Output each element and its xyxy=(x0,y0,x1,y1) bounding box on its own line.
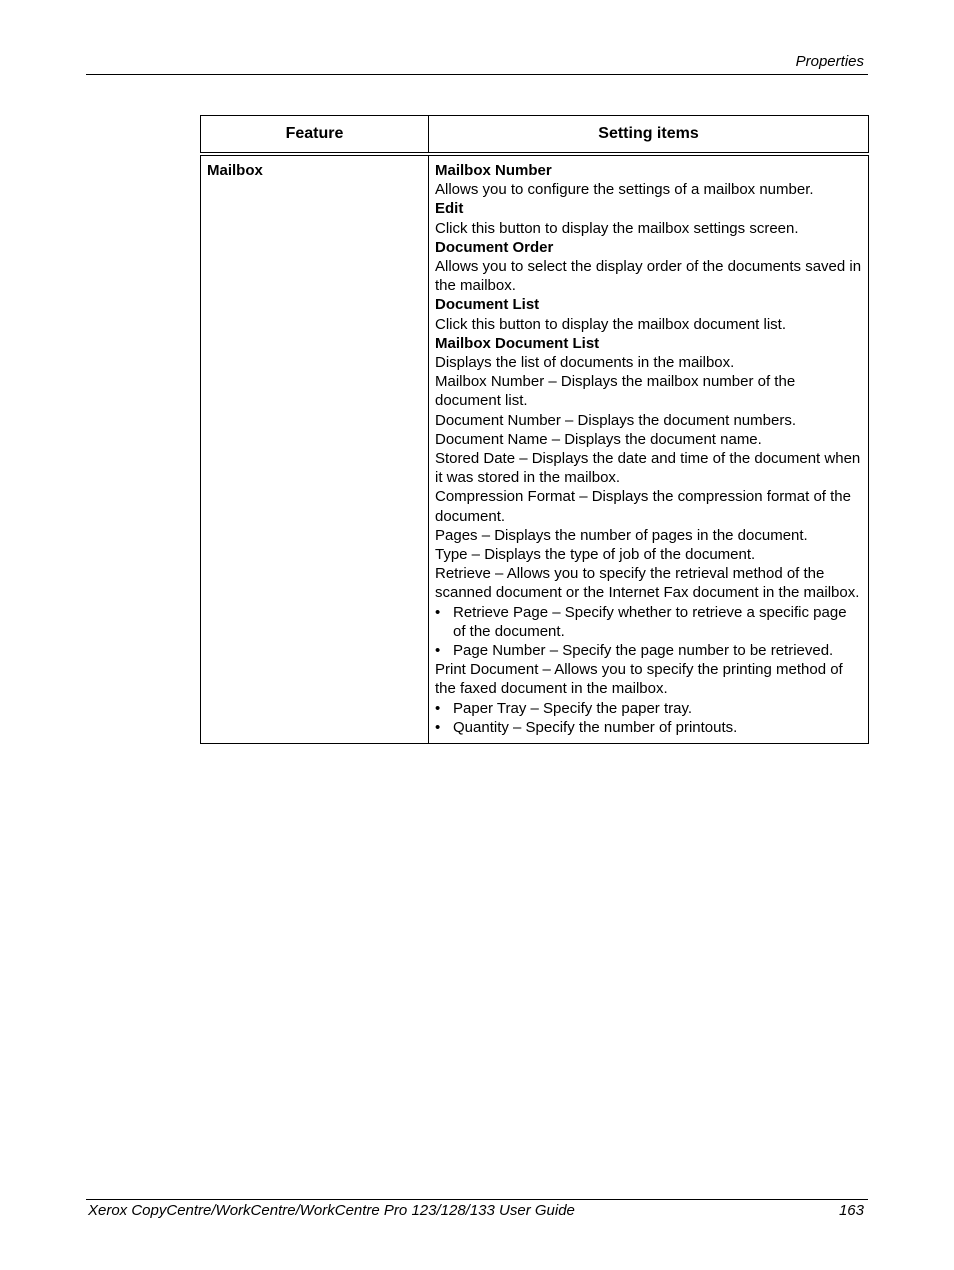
feature-name: Mailbox xyxy=(207,162,263,179)
setting-item-description: Print Document – Allows you to specify the printing method of the faxed document in the mailbox. xyxy=(435,661,843,698)
setting-item-heading: Mailbox Document List xyxy=(435,334,600,352)
setting-item-description: Compression Format – Displays the compression format of the document. xyxy=(435,488,851,525)
setting-item-description: Retrieve – Allows you to specify the retrieval method of the scanned document or the Internet Fax document in the mailbox. xyxy=(435,565,860,602)
column-header-setting-items: Setting items xyxy=(429,116,869,155)
setting-item-heading: Mailbox Number xyxy=(435,162,552,179)
setting-item-description: Allows you to configure the settings of a mailbox number. xyxy=(435,181,814,199)
setting-item-bullet: • Paper Tray – Specify the paper tray. xyxy=(435,699,862,718)
setting-item-description: Document Name – Displays the document name. xyxy=(435,430,762,448)
setting-items-cell xyxy=(429,154,869,744)
setting-item-description: Stored Date – Displays the date and time of the document when it was stored in the mailbox. xyxy=(435,450,861,487)
page-header xyxy=(86,52,868,75)
setting-item-description: Click this button to display the mailbox document list. xyxy=(435,315,786,333)
setting-item-bullet: • Quantity – Specify the number of printouts. xyxy=(435,718,862,737)
header-section-title: Properties xyxy=(795,53,864,70)
footer-guide-title: Xerox CopyCentre/WorkCentre/WorkCentre Pro 123/128/133 User Guide xyxy=(88,1202,575,1219)
setting-item-description: Document Number – Displays the document numbers. xyxy=(435,411,796,429)
setting-item-bullet: • Retrieve Page – Specify whether to retrieve a specific page of the document. xyxy=(435,603,862,641)
setting-item-description: Allows you to select the display order of the documents saved in the mailbox. xyxy=(435,258,862,295)
page-footer xyxy=(86,1199,868,1219)
setting-item-description: Displays the list of documents in the mailbox. xyxy=(435,354,735,372)
setting-item-heading: Document List xyxy=(435,296,540,314)
table-header-row xyxy=(201,116,869,155)
feature-settings-table xyxy=(200,115,869,744)
setting-item-description: Type – Displays the type of job of the document. xyxy=(435,546,756,564)
page-number: 163 xyxy=(838,1202,864,1219)
setting-item-heading: Edit xyxy=(435,200,464,218)
table-row xyxy=(201,154,869,744)
setting-item-description: Mailbox Number – Displays the mailbox number of the document list. xyxy=(435,373,796,410)
setting-item-description: Pages – Displays the number of pages in the document. xyxy=(435,526,808,544)
setting-item-heading: Document Order xyxy=(435,238,554,256)
column-header-feature: Feature xyxy=(201,116,429,155)
setting-item-description: Click this button to display the mailbox settings screen. xyxy=(435,219,799,237)
setting-item-bullet: • Page Number – Specify the page number to be retrieved. xyxy=(435,641,862,660)
feature-cell xyxy=(201,154,429,744)
